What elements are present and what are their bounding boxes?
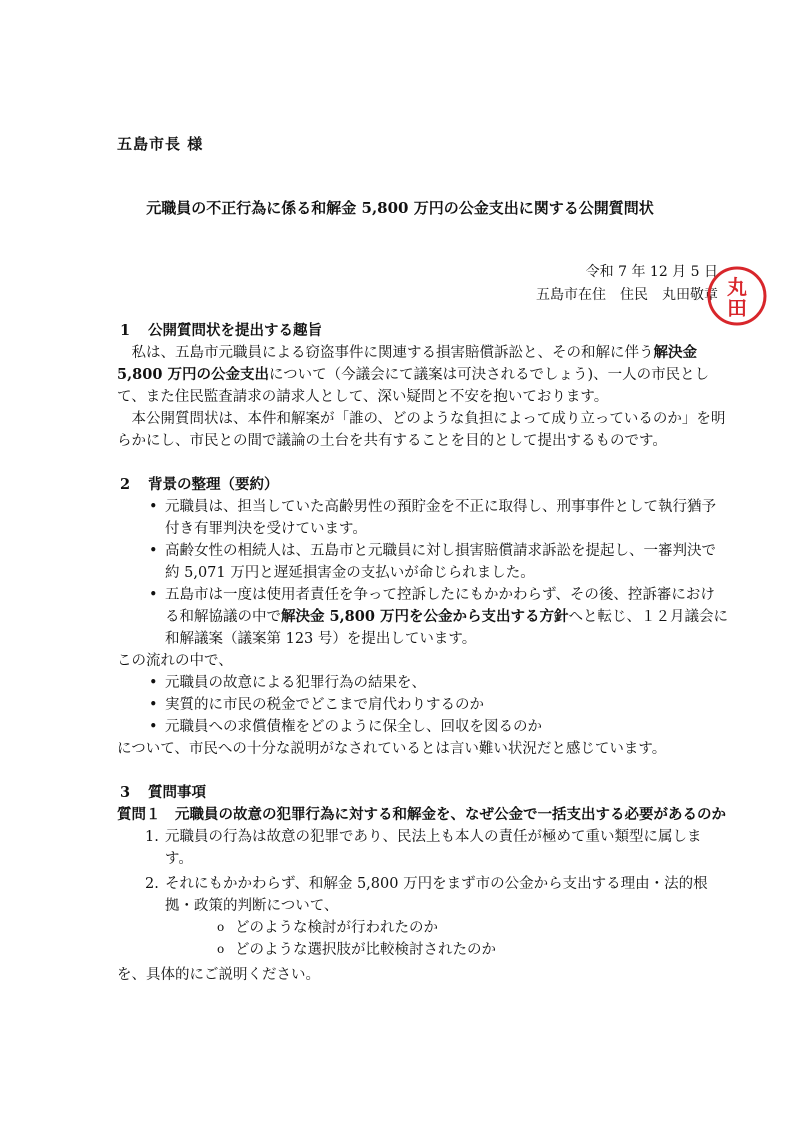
bold-text-run: 解決金 5,800 万円を公金から支出する方針 bbox=[281, 608, 569, 625]
section-2-conclusion: について、市民への十分な説明がなされているとは言い難い状況だと感じています。 bbox=[117, 741, 667, 757]
document-date: 令和 7 年 12 月 5 日 bbox=[585, 264, 718, 280]
background-list bbox=[117, 496, 729, 650]
section-title: 背景の整理（要約） bbox=[148, 476, 279, 493]
seal-char-bottom: 田 bbox=[727, 296, 747, 320]
item-text: 元職員の行為は故意の犯罪であり、民法上も本人の責任が極めて重い類型に属します。 bbox=[165, 829, 702, 867]
section-number: 3 bbox=[120, 784, 131, 801]
list-item: • 元職員への求償債権をどのように保全し、回収を図るのか bbox=[149, 716, 729, 738]
list-item bbox=[145, 873, 729, 961]
list-item: • 元職員の故意による犯罪行為の結果を、 bbox=[149, 672, 729, 694]
list-item: • 元職員は、担当していた高齢男性の預貯金を不正に取得し、刑事事件として執行猶予付き有罪判決を受けています。 bbox=[149, 496, 729, 540]
section-title: 公開質問状を提出する趣旨 bbox=[148, 322, 322, 339]
sub-list-item: o どのような選択肢が比較検討されたのか bbox=[217, 939, 729, 961]
list-item bbox=[149, 584, 729, 650]
hanko-seal-icon bbox=[706, 265, 768, 327]
concern-list bbox=[117, 672, 729, 738]
question-1-closing: を、具体的にご説明ください。 bbox=[117, 967, 320, 983]
text-run: 五島市は一度は使用者責任を争って控訴したにもかかわらず、その後、控訴審における和解協議の中で bbox=[165, 587, 715, 625]
section-title: 質問事項 bbox=[148, 784, 206, 801]
document-title: 元職員の不正行為に係る和解金 5,800 万円の公金支出に関する公開質問状 bbox=[146, 199, 654, 217]
list-item: • 高齢女性の相続人は、五島市と元職員に対し損害賠償請求訴訟を提起し、一審判決で約 5,071 万円と遅延損害金の支払いが命じられました。 bbox=[149, 540, 729, 584]
item-number: 1. bbox=[145, 829, 159, 845]
sub-list bbox=[165, 917, 729, 961]
item-text: それにもかかわらず、和解金 5,800 万円をまず市の公金から支出する理由・法的根拠・政策的判断について、 bbox=[165, 876, 708, 914]
sub-list-item: o どのような検討が行われたのか bbox=[217, 917, 729, 939]
author-line: 五島市在住 住民 丸田敬章 bbox=[536, 287, 718, 303]
list-item bbox=[145, 826, 729, 870]
list-item: • 実質的に市民の税金でどこまで肩代わりするのか bbox=[149, 694, 729, 716]
bold-text-run: 解決金 5,800 万円の公金支出 bbox=[117, 344, 697, 383]
document-body bbox=[117, 320, 729, 986]
section-1-paragraph-1 bbox=[117, 342, 729, 408]
section-3-heading bbox=[117, 782, 729, 804]
item-number: 2. bbox=[145, 876, 159, 892]
section-number: 2 bbox=[120, 476, 131, 493]
addressee: 五島市長 様 bbox=[117, 135, 204, 153]
section-2-heading bbox=[117, 474, 729, 496]
section-1-paragraph-2: 本公開質問状は、本件和解案が「誰の、どのような負担によって成り立っているのか」を明らかにし、市民との間で議論の土台を共有することを目的として提出するものです。 bbox=[117, 411, 726, 449]
text-run: について（今議会にて議案は可決されるでしょう)、一人の市民として、また住民監査請求の請求人として、深い疑問と不安を抱いております。 bbox=[117, 367, 710, 405]
section-number: 1 bbox=[120, 322, 131, 339]
text-run: 私は、五島市元職員による窃盗事件に関連する損害賠償訴訟と、その和解に伴う bbox=[131, 345, 654, 361]
seal-char-top: 丸 bbox=[727, 275, 747, 299]
text-run: へと転じ、１２月議会に和解議案（議案第 123 号）を提出しています。 bbox=[165, 609, 728, 647]
section-1-heading bbox=[117, 320, 729, 342]
flow-intro: この流れの中で、 bbox=[117, 653, 233, 669]
question-1-heading: 質問１ 元職員の故意の犯罪行為に対する和解金を、なぜ公金で一括支出する必要があるのか bbox=[117, 806, 726, 823]
question-1-items bbox=[117, 826, 729, 961]
